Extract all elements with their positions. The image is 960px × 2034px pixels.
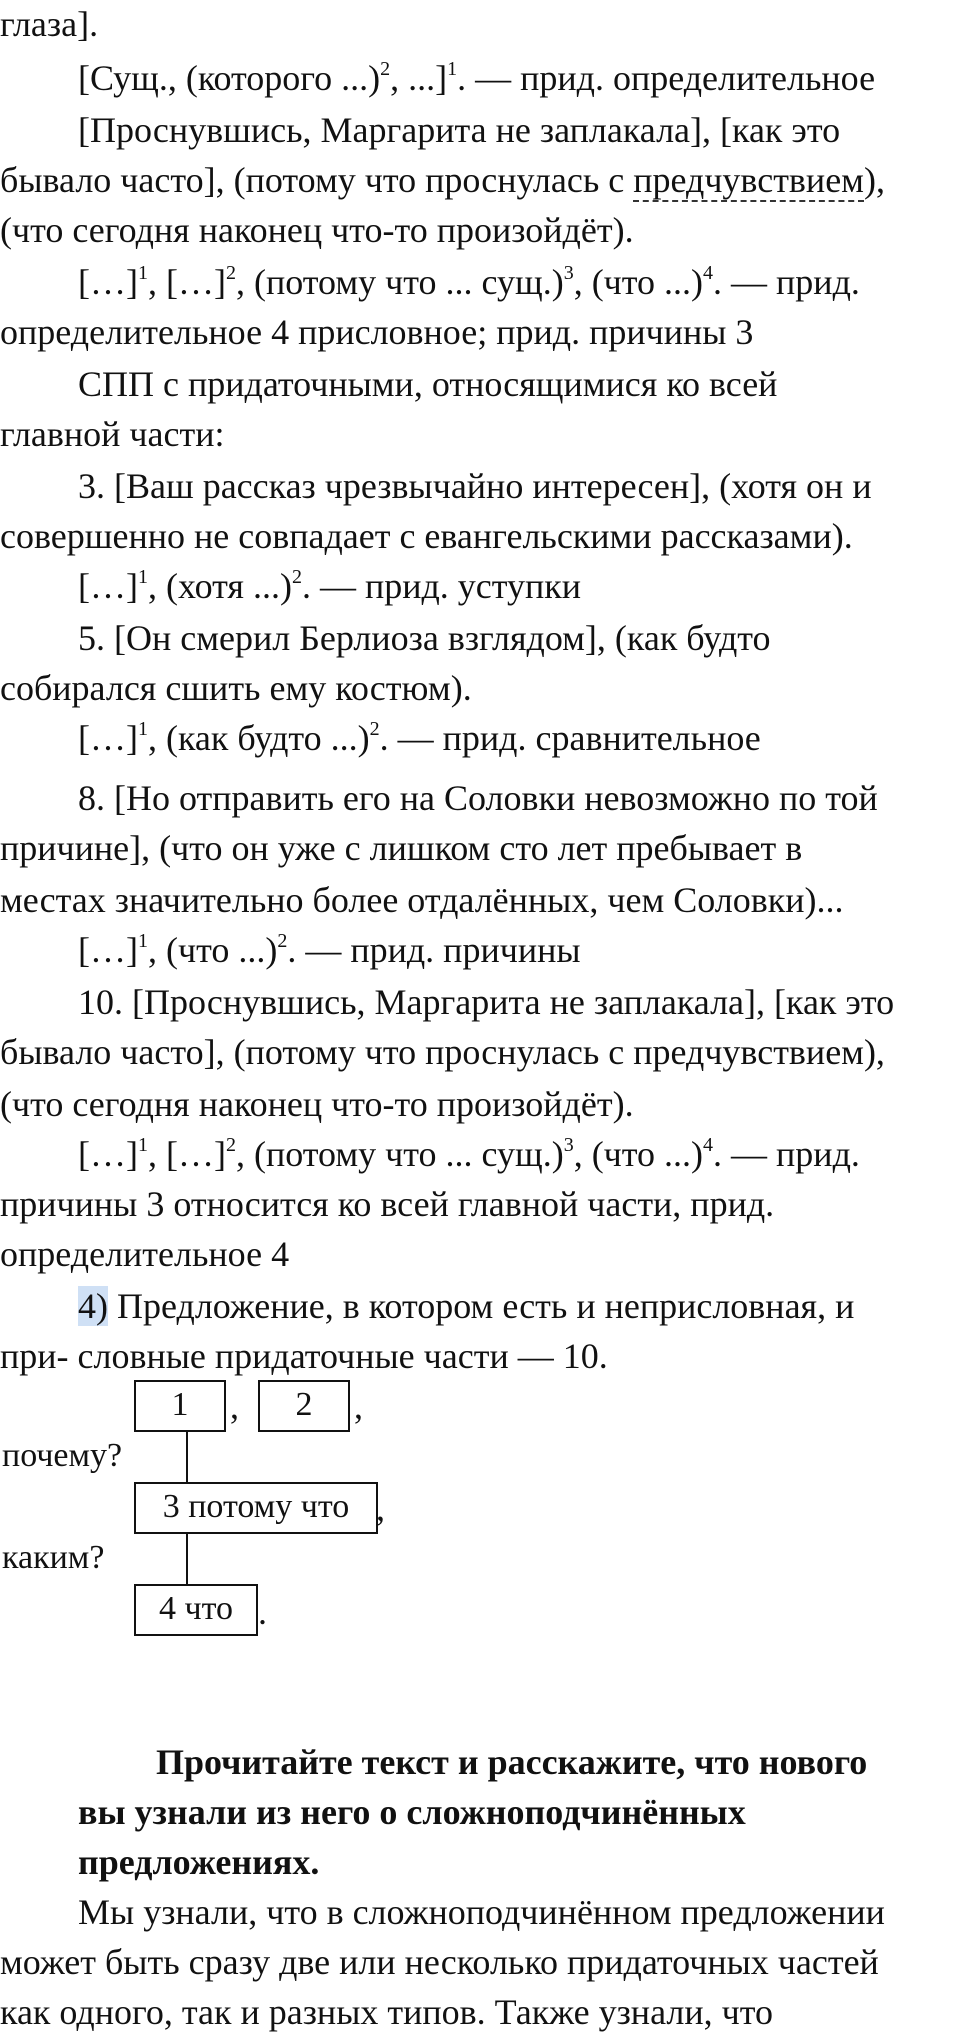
text-line: определительное 4 (0, 1234, 290, 1274)
text-line: определительное 4 присловное; прид. причины 3 (0, 312, 754, 352)
scheme-box-2: 2 (258, 1380, 350, 1432)
text-line: […]$^1$, […]$^2$, (потому что ... сущ.)$^3$, (что ...)$^4$. — прид. (78, 262, 860, 302)
highlighted-number: 4) (78, 1286, 108, 1326)
scheme-period: . (258, 1592, 267, 1632)
text-line: 4) Предложение, в котором есть и неприсловная, и (78, 1286, 855, 1326)
scheme-box-3: 3 потому что (134, 1482, 378, 1534)
text-line: (что сегодня наконец что-то произойдёт). (0, 210, 634, 250)
text-line: СПП с придаточными, относящимися ко всей (78, 364, 778, 404)
text-line: […]$^1$, (хотя ...)$^2$. — прид. уступки (78, 566, 582, 606)
text-line: главной части: (0, 414, 225, 454)
scheme-comma: , (376, 1488, 385, 1528)
text-line: собирался сшить ему костюм). (0, 668, 472, 708)
answer-line: как одного, так и разных типов. Также узнали, что (0, 1992, 773, 2032)
scheme-box-4: 4 что (134, 1584, 258, 1636)
text-line: 10. [Проснувшись, Маргарита не заплакала], [как это (78, 982, 895, 1022)
text-line: совершенно не совпадает с евангельскими рассказами). (0, 516, 853, 556)
text-line: причине], (что он уже с лишком сто лет пребывает в (0, 828, 803, 868)
text-line: 3. [Ваш рассказ чрезвычайно интересен], (хотя он и (78, 466, 872, 506)
text-line: причины 3 относится ко всей главной части, прид. (0, 1184, 775, 1224)
scheme-connector-line (186, 1534, 188, 1584)
text-line: глаза]. (0, 4, 99, 44)
task-heading-line: предложениях. (78, 1842, 320, 1882)
scheme-box-1: 1 (134, 1380, 226, 1432)
text-line: бывало часто], (потому что проснулась с предчувствием), (0, 160, 885, 200)
task-heading-line: Прочитайте текст и расскажите, что нового (156, 1742, 868, 1782)
scheme-comma: , (354, 1386, 363, 1426)
text-line: […]$^1$, (как будто ...)$^2$. — прид. сравнительное (78, 718, 761, 758)
task-heading-line: вы узнали из него о сложноподчинённых (78, 1792, 746, 1832)
question-label-which: каким? (2, 1539, 105, 1576)
scheme-connector-line (186, 1432, 188, 1482)
scheme-comma: , (230, 1386, 239, 1426)
answer-line: Мы узнали, что в сложноподчинённом предложении (78, 1892, 885, 1932)
text-line: […]$^1$, (что ...)$^2$. — прид. причины (78, 930, 581, 970)
text-line: […]$^1$, […]$^2$, (потому что ... сущ.)$^3$, (что ...)$^4$. — прид. (78, 1134, 860, 1174)
text-line: [Сущ., (которого ...)$^2$, ...]$^1$. — прид. определительное (78, 58, 876, 98)
text-line: 8. [Но отправить его на Соловки невозможно по той (78, 778, 878, 818)
text-line: [Проснувшись, Маргарита не заплакала], [как это (78, 110, 841, 150)
text-line: местах значительно более отдалённых, чем Соловки)... (0, 880, 844, 920)
text-line: (что сегодня наконец что-то произойдёт). (0, 1084, 634, 1124)
text-line: бывало часто], (потому что проснулась с предчувствием), (0, 1032, 885, 1072)
text-line: при- словные придаточные части — 10. (0, 1336, 608, 1376)
question-label-why: почему? (2, 1437, 123, 1474)
dotted-underlined-word: предчувствием (633, 160, 864, 200)
text-line: 5. [Он смерил Берлиоза взглядом], (как будто (78, 618, 771, 658)
answer-line: может быть сразу две или несколько придаточных частей (0, 1942, 879, 1982)
